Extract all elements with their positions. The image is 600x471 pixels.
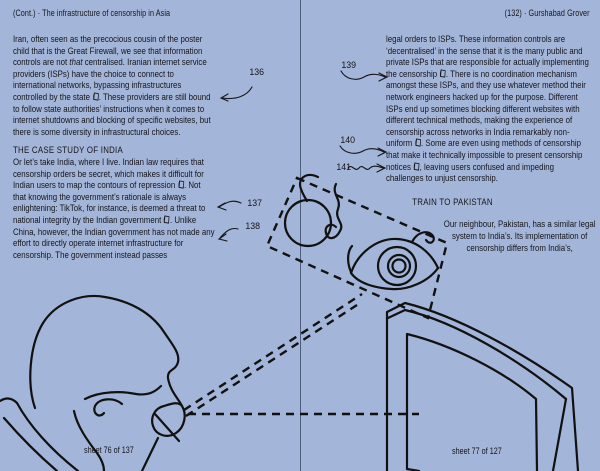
right-page-footer: sheet 77 of 127 <box>452 446 502 456</box>
section-heading-india: THE CASE STUDY OF INDIA <box>13 145 123 157</box>
left-text-column <box>13 34 215 261</box>
text-run: . Some are even using methods of censorship that make it technically impossible to present censorship notices <box>386 138 583 173</box>
footnote-marker-136: 136 <box>249 67 264 77</box>
text-run: centralised. Iranian internet service providers (ISPs) have the choice to connect to international networks, bypassing infrastructures controlled by the state <box>13 57 207 103</box>
text-run: . These providers are still bound to follow state authorities’ instructions when it comes to internet shutdowns and blocking of specific websites, but there is some diversity in infrastructural choices. <box>13 91 211 138</box>
footnote-marker-141: 141 <box>336 162 351 172</box>
paragraph-isps <box>386 34 593 185</box>
left-page-header: (Cont.) · The infrastructure of censorship in Asia <box>13 8 171 18</box>
text-run: , leaving users confused and impeding challenges to unjust censorship. <box>386 161 554 185</box>
text-run: that <box>69 57 83 69</box>
dashed-sight-lines <box>184 294 419 416</box>
text-run: . There is no coordination mechanism amongst these ISPs, and they use whatever method their network engineers hacked up for the purpose. Different ISPs end up sometimes blocking different websites with different technical methods, making the experience of censorship across networks in India remarkably non-uniform <box>386 68 586 150</box>
right-text-column <box>386 34 596 254</box>
footnote-marker-138: 138 <box>245 221 260 231</box>
paragraph-iran <box>13 34 215 138</box>
text-run: Iran, often seen as the precocious cousin of the poster child that is the Great Firewall, we see that information controls are not <box>13 34 203 69</box>
footnote-marker-137: 137 <box>247 198 262 208</box>
text-run: Or let’s take India, where I live. Indian law requires that censorship orders be secret, which makes it difficult for Indian users to map the contours of repression <box>13 156 204 192</box>
right-page-header: (132) · Gurshabad Grover <box>505 8 590 18</box>
left-page-footer: sheet 76 of 137 <box>84 445 134 455</box>
paragraph-india <box>13 157 215 261</box>
paragraph-pakistan <box>443 219 596 254</box>
lens-circle-drawing <box>285 175 341 246</box>
text-run: . Unlike China, however, the Indian government has not made any effort to directly operate internet infrastructure for censorship. The government instead passes <box>13 214 215 261</box>
footnote-arrows <box>218 71 387 241</box>
footnote-marker-139: 139 <box>341 60 356 70</box>
footnote-marker-140: 140 <box>340 135 355 145</box>
text-run: Our neighbour, Pakistan, has a similar legal system to India’s. Its implementation of censorship differs from India’s, <box>443 219 596 254</box>
text-run: legal orders to ISPs. These information controls are ‘decentralised’ in the sense that it is the many public and private ISPs that are responsible for actually implementing the censorship <box>386 34 589 80</box>
section-heading-pakistan: TRAIN TO PAKISTAN <box>412 196 493 208</box>
text-run: . Not that knowing the government’s rationale is always enlightening: TikTok, for instance, is deemed a threat to national integrity by the Indian government <box>13 180 206 226</box>
